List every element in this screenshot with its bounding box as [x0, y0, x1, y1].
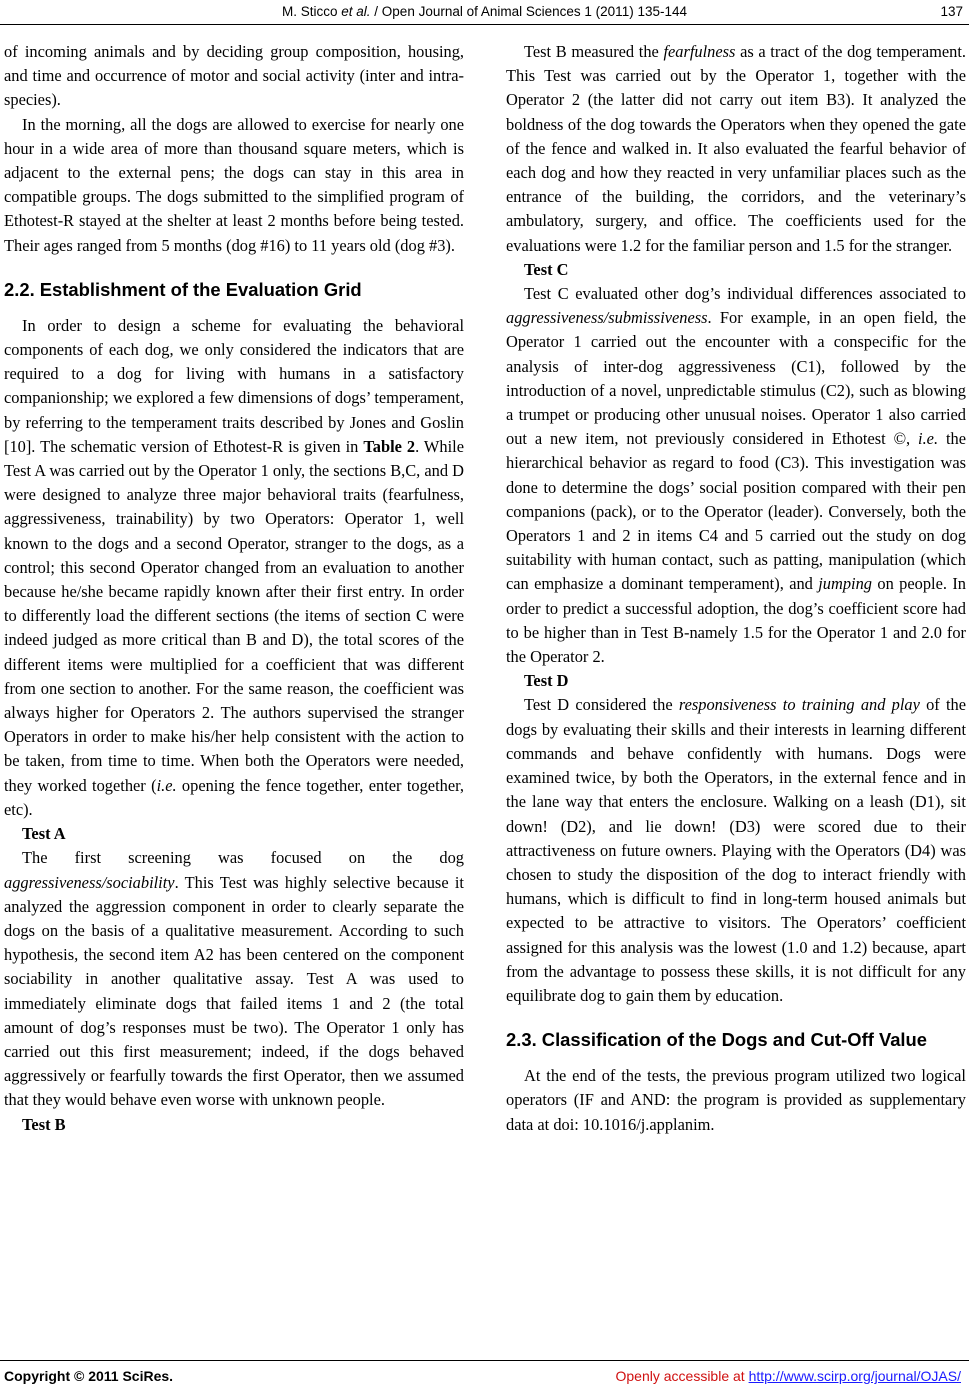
running-title-etal: et al. — [341, 4, 371, 19]
paragraph — [506, 693, 966, 1008]
journal-link[interactable]: http://www.scirp.org/journal/OJAS/ — [748, 1368, 961, 1384]
text-run: The first screening was focused on the dog — [22, 848, 464, 868]
header-divider — [0, 24, 969, 25]
text-run-italic: fearfulness — [663, 42, 736, 61]
page-number: 137 — [940, 4, 963, 19]
section-heading: 2.3. Classification of the Dogs and Cut-Off Value — [506, 1029, 927, 1051]
left-column — [4, 40, 464, 1137]
text-run: opening the fence together, enter together, etc). — [4, 775, 464, 819]
text-run: . While Test A was carried out by the Operator 1 only, the sections B,C, and D were designed to analyze three major behavioral traits (fearfulness, aggressiveness, trainability) by two Operators: Operator 1, well known to the dogs and a second Operator, stranger to the dogs, as a control; this second Operator changed from an evaluation to another because he/she became rapidly known after their first entry. In order to differently load the different sections (the items of section C were indeed judged as more critical than B and D), the total scores of the different items were multiplied for a coefficient that was different from one section to another. For the same reason, the coefficient was always higher for Operators 2. The authors supervised the stranger Operators in order to make his/her help consistent with the action to be taken, from time to time. When both the Operators were needed, they worked together ( — [4, 436, 464, 795]
text-run: In order to design a scheme for evaluating the behavioral components of each dog, we only considered the indicators that are required to a dog for living with humans in a satisfactory companionship; we explored a few dimensions of dogs’ temperament, by referring to the temperament traits described by Jones and Goslin [10]. The schematic version of Ethotest-R is given in — [4, 315, 464, 456]
copyright-notice: Copyright © 2011 SciRes. — [4, 1368, 174, 1384]
text-run: on people. In order to predict a successful adoption, the dog’s coefficient score had to be higher than in Test B-namely 1.5 for the Operator 1 and 2.0 for the Operator 2. — [506, 574, 966, 667]
text-run: as a tract of the dog temperament. This Test was carried out by the Operator 1, together with the Operator 2 (the latter did not carry out item B3). It analyzed the boldness of the dog towards the Operators when they opened the gate of the fence and walked in. It also evaluated the fearful behavior of each dog and how they reacted in very unfamiliar places such as the entrance of the building, the corridors, and the veterinary’s ambulatory, surgery, and office. The coefficients used for the evaluations were 1.2 for the familiar person and 1.5 for the stranger. — [506, 42, 966, 255]
running-title — [0, 4, 969, 19]
paragraph — [506, 282, 966, 669]
access-notice — [616, 1368, 962, 1384]
paragraph: In the morning, all the dogs are allowed to exercise for nearly one hour in a wide area of more than thousand square meters, which is adjacent to the external pens; the dogs can stay in this area in compatible groups. The dogs submitted to the simplified program of Ethotest-R stayed at the shelter at least 2 months before being tested. Their ages ranged from 5 months (dog #16) to 11 years old (dog #3). — [4, 114, 464, 255]
page-footer — [0, 1360, 969, 1388]
text-run-italic: jumping — [818, 574, 872, 594]
subsection-heading: Test C — [524, 259, 569, 279]
table-reference: Table 2 — [363, 436, 416, 456]
text-run-italic: responsiveness to training and play — [678, 695, 920, 715]
section-heading: 2.2. Establishment of the Evaluation Grid — [4, 278, 362, 300]
access-text: Openly accessible at — [615, 1368, 749, 1384]
running-title-authors: M. Sticco — [282, 4, 342, 19]
text-run: Test B measured the — [524, 42, 664, 61]
subsection-heading: Test A — [22, 824, 66, 844]
text-run-italic: aggressiveness/submissiveness — [506, 308, 708, 328]
subsection-heading: Test B — [22, 1114, 66, 1134]
text-run: of the dogs by evaluating their skills and their interests in learning different commands and behave confidently with humans. Dogs were examined twice, by both the Operators, in the external fence and in the lane way that enters the enclosure. Walking on a leash (D1), sit down! (D2), and lie down! (D3) were scored due to their attractiveness on future owners. Playing with the Operators (D4) was chosen to study the disposition of the dog to interact friendly with humans, which is difficult to find in long-term housed animals but expected to be attractive to visitors. The Operators’ coefficient assigned for this analysis was the lowest (1.0 and 1.2) because, apart from the advantage to possess these skills, it is not difficult for any equilibrate dog to gain them by education. — [506, 695, 966, 1005]
text-run: . For example, in an open field, the Operator 1 carried out the encounter with a conspecific for the analysis of inter-dog aggressiveness (C1), followed by the introduction of a novel, unpredictable stimulus (C2), such as blowing a trumpet or producing other unusual noises. Operator 1 also carried out a new item, not previously considered in Ethotest ©, — [506, 308, 966, 449]
text-run: Test D considered the — [524, 695, 679, 715]
footer-divider — [0, 1360, 969, 1361]
subsection-heading: Test D — [524, 671, 569, 691]
paragraph: of incoming animals and by deciding group composition, housing, and time and occurrence of motor and social activity (inter and intra-species). — [4, 42, 464, 110]
paragraph — [4, 314, 464, 822]
text-run-italic: i.e. — [156, 775, 177, 795]
text-run: . This Test was highly selective because it analyzed the aggression component in order to clearly separate the dogs on the basis of a qualitative measurement. According to such hypothesis, the second item A2 has been centered on the component sociability in another qualitative assay. Test A was used to immediately eliminate dogs that failed items 1 and 2 (the total amount of dog’s responses must be two). The Operator 1 only has carried out this first measurement; indeed, if the dogs behaved aggressively or fearfully towards the first Operator, then we assumed that they would behave even worse with unknown people. — [4, 872, 464, 1110]
paragraph: At the end of the tests, the previous program utilized two logical operators (IF and AND: the program is provided as supplementary data at doi: 10.1016/j.applanim. — [506, 1066, 966, 1134]
text-run-italic: i.e. — [918, 429, 939, 449]
text-run-italic: aggressiveness/sociability — [4, 872, 175, 892]
right-column — [506, 40, 966, 1137]
text-run: the hierarchical behavior as regard to food (C3). This investigation was done to determine the dogs’ social position compared with their pen companions (pack), or to the Operator (leader). Conversely, both the Operators 1 and 2 in items C4 and 5 carried out the study on dog suitability with human contact, such as patting, manipulation (which can emphasize a dominant temperament), and — [506, 429, 966, 594]
paragraph — [506, 40, 966, 258]
text-run: Test C evaluated other dog’s individual differences associated to — [524, 284, 966, 304]
page-header — [0, 0, 969, 26]
paragraph — [4, 846, 464, 1112]
running-title-journal: / Open Journal of Animal Sciences 1 (2011) 135-144 — [370, 4, 687, 19]
